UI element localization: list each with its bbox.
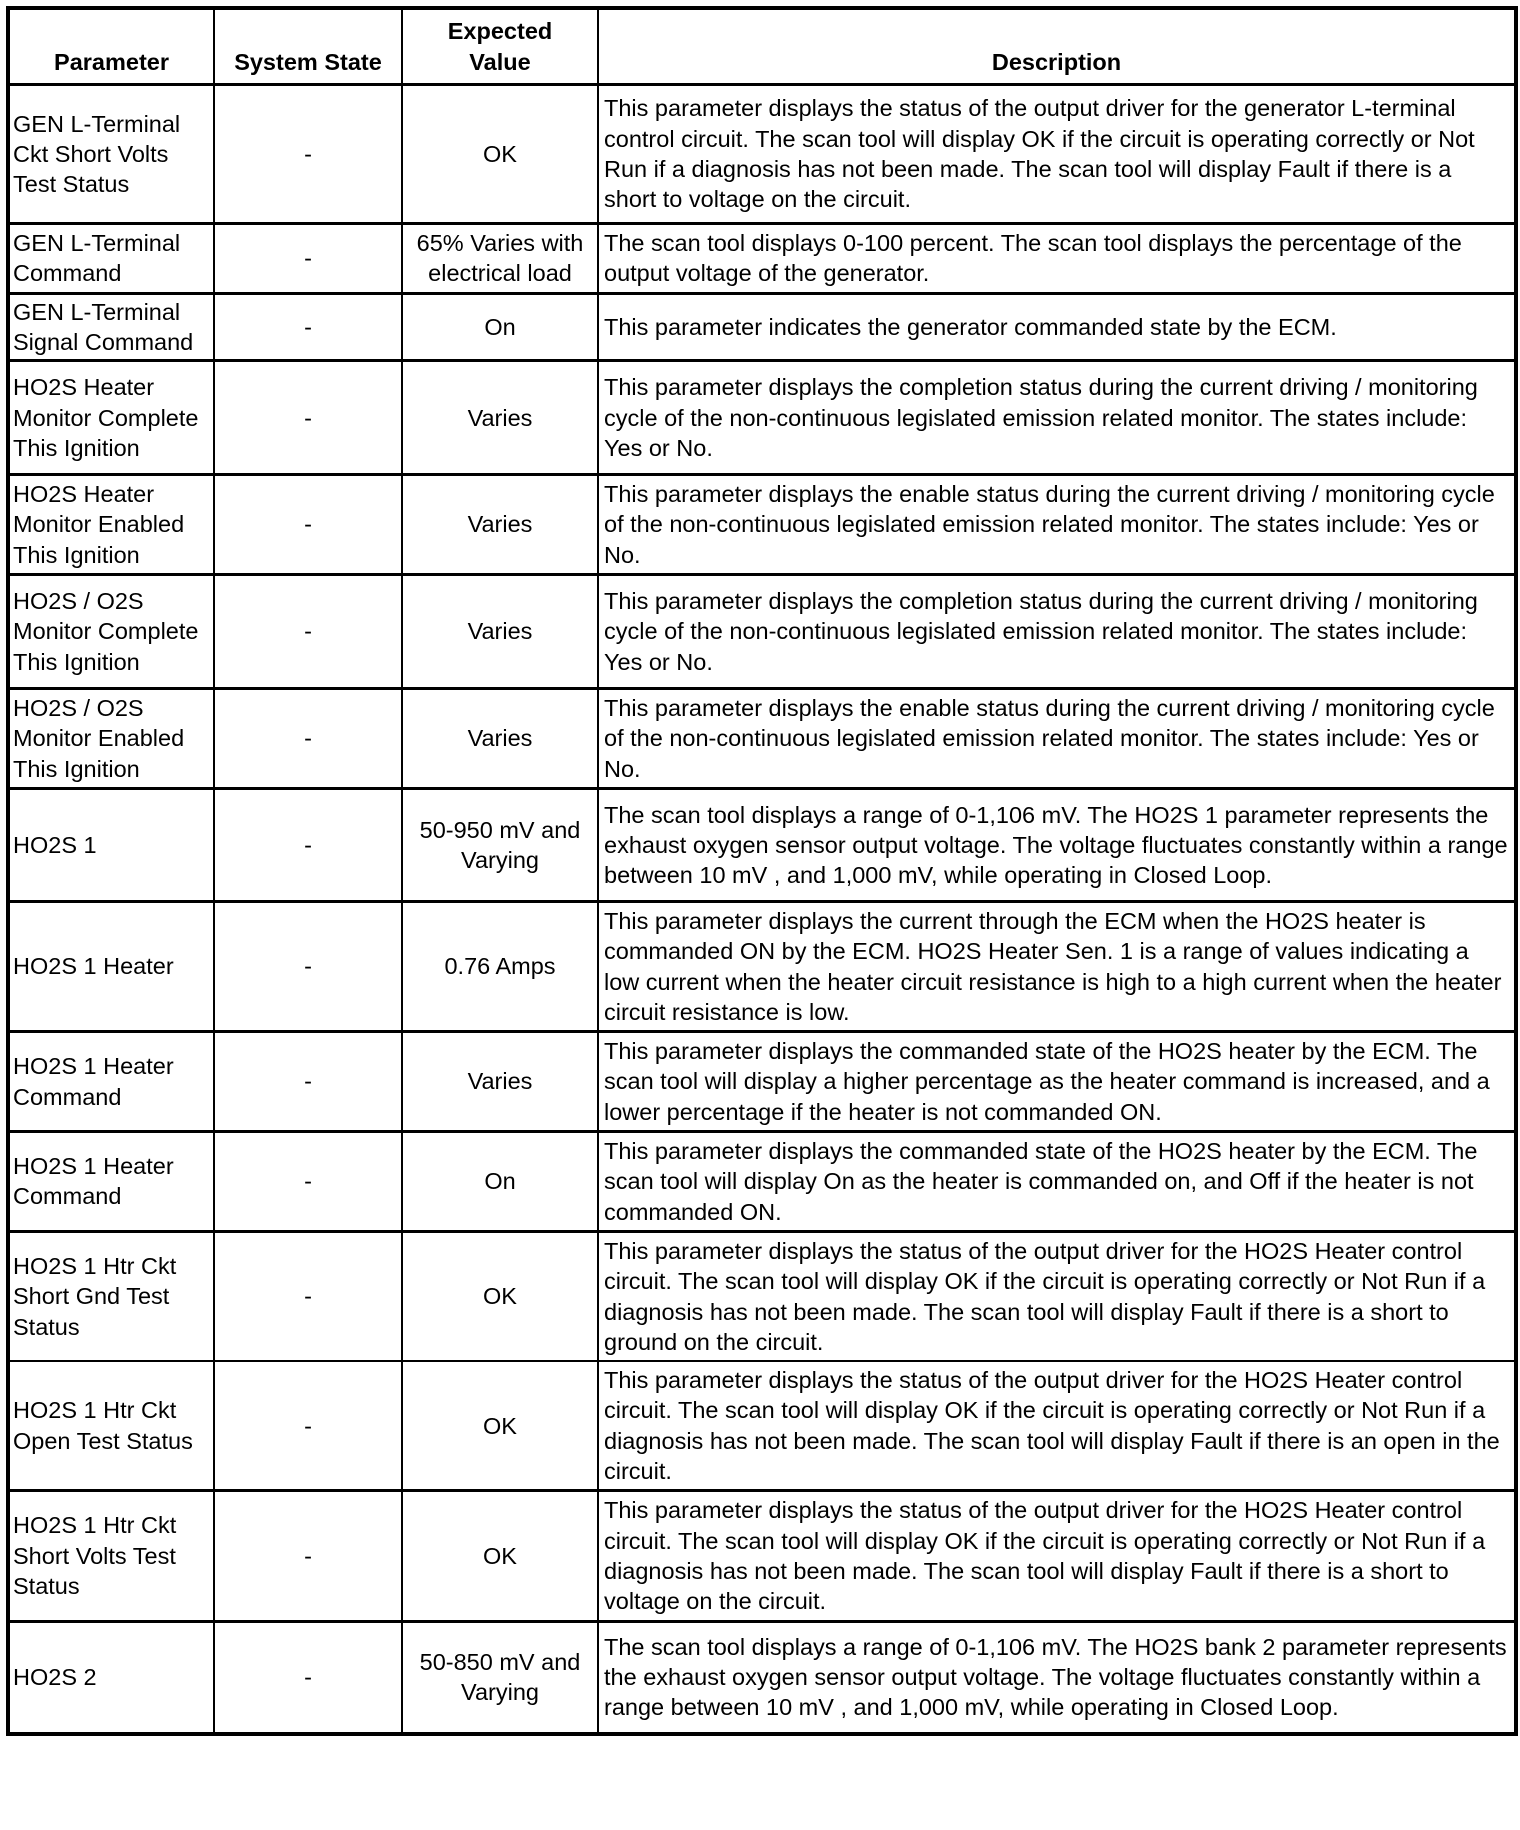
system-state-cell: - xyxy=(214,1491,402,1621)
table-body xyxy=(8,85,1516,1735)
description-cell: The scan tool displays a range of 0-1,106 mV. The HO2S 1 parameter represents the exhaust oxygen sensor output voltage. The voltage fluctuates constantly within a range between 10 mV , and 1,000 mV, while operating in Closed Loop. xyxy=(598,788,1516,901)
parameter-cell: HO2S 1 Heater Command xyxy=(8,1032,214,1132)
table-row-7 xyxy=(8,689,1516,789)
table-row-15 xyxy=(8,1621,1516,1734)
expected-value-cell: 50-850 mV and Varying xyxy=(402,1621,598,1734)
description-cell: This parameter displays the status of the output driver for the generator L-terminal control circuit. The scan tool will display OK if the circuit is operating correctly or Not Run if a diagnosis has not been made. The scan tool will display Fault if there is a short to voltage on the circuit. xyxy=(598,85,1516,224)
system-state-cell: - xyxy=(214,1132,402,1232)
expected-value-cell: Varies xyxy=(402,689,598,789)
expected-value-cell: Varies xyxy=(402,475,598,575)
system-state-cell: - xyxy=(214,575,402,689)
system-state-cell: - xyxy=(214,85,402,224)
system-state-cell: - xyxy=(214,361,402,475)
description-cell: This parameter displays the current through the ECM when the HO2S heater is commanded ON by the ECM. HO2S Heater Sen. 1 is a range of values indicating a low current when the heater circuit resistance is high to a high current when the heater circuit resistance is low. xyxy=(598,901,1516,1031)
parameter-cell: HO2S 1 Htr Ckt Open Test Status xyxy=(8,1361,214,1491)
header-row xyxy=(8,8,1516,85)
expected-value-cell: On xyxy=(402,293,598,361)
system-state-cell: - xyxy=(214,1621,402,1734)
system-state-cell: - xyxy=(214,224,402,294)
description-cell: This parameter displays the completion status during the current driving / monitoring cycle of the non-continuous legislated emission related monitor. The states include: Yes or No. xyxy=(598,361,1516,475)
parameter-cell: GEN L-Terminal Signal Command xyxy=(8,293,214,361)
table-header xyxy=(8,8,1516,85)
system-state-cell: - xyxy=(214,901,402,1031)
description-cell: This parameter displays the status of the output driver for the HO2S Heater control circuit. The scan tool will display OK if the circuit is operating correctly or Not Run if a diagnosis has not been made. The scan tool will display Fault if there is a short to ground on the circuit. xyxy=(598,1231,1516,1361)
system-state-cell: - xyxy=(214,1231,402,1361)
expected-value-cell: OK xyxy=(402,1361,598,1491)
system-state-cell: - xyxy=(214,475,402,575)
parameter-cell: HO2S / O2S Monitor Enabled This Ignition xyxy=(8,689,214,789)
expected-value-cell: 65% Varies with electrical load xyxy=(402,224,598,294)
system-state-cell: - xyxy=(214,1361,402,1491)
description-cell: This parameter displays the commanded state of the HO2S heater by the ECM. The scan tool will display On as the heater is commanded on, and Off if the heater is not commanded ON. xyxy=(598,1132,1516,1232)
expected-value-cell: 0.76 Amps xyxy=(402,901,598,1031)
parameter-cell: HO2S 1 Htr Ckt Short Gnd Test Status xyxy=(8,1231,214,1361)
parameter-cell: HO2S 1 Heater Command xyxy=(8,1132,214,1232)
expected-value-cell: On xyxy=(402,1132,598,1232)
table-row-1 xyxy=(8,85,1516,224)
table-row-3 xyxy=(8,293,1516,361)
expected-value-cell: OK xyxy=(402,1491,598,1621)
parameter-cell: GEN L-Terminal Ckt Short Volts Test Status xyxy=(8,85,214,224)
header-description: Description xyxy=(598,8,1516,85)
table-row-2 xyxy=(8,224,1516,294)
parameter-cell: HO2S Heater Monitor Complete This Ignition xyxy=(8,361,214,475)
expected-value-cell: Varies xyxy=(402,575,598,689)
system-state-cell: - xyxy=(214,293,402,361)
table-row-12 xyxy=(8,1231,1516,1361)
header-parameter: Parameter xyxy=(8,8,214,85)
system-state-cell: - xyxy=(214,1032,402,1132)
parameter-cell: HO2S 1 Htr Ckt Short Volts Test Status xyxy=(8,1491,214,1621)
header-system-state: System State xyxy=(214,8,402,85)
description-cell: The scan tool displays 0-100 percent. The scan tool displays the percentage of the output voltage of the generator. xyxy=(598,224,1516,294)
description-cell: The scan tool displays a range of 0-1,106 mV. The HO2S bank 2 parameter represents the exhaust oxygen sensor output voltage. The voltage fluctuates constantly within a range between 10 mV , and 1,000 mV, while operating in Closed Loop. xyxy=(598,1621,1516,1734)
description-cell: This parameter displays the status of the output driver for the HO2S Heater control circuit. The scan tool will display OK if the circuit is operating correctly or Not Run if a diagnosis has not been made. The scan tool will display Fault if there is a short to voltage on the circuit. xyxy=(598,1491,1516,1621)
table-row-5 xyxy=(8,475,1516,575)
parameter-cell: HO2S Heater Monitor Enabled This Ignition xyxy=(8,475,214,575)
header-expected-value: Expected Value xyxy=(402,8,598,85)
description-cell: This parameter displays the status of the output driver for the HO2S Heater control circuit. The scan tool will display OK if the circuit is operating correctly or Not Run if a diagnosis has not been made. The scan tool will display Fault if there is an open in the circuit. xyxy=(598,1361,1516,1491)
table-row-11 xyxy=(8,1132,1516,1232)
description-cell: This parameter displays the commanded state of the HO2S heater by the ECM. The scan tool will display a higher percentage as the heater command is increased, and a lower percentage if the heater is not commanded ON. xyxy=(598,1032,1516,1132)
parameter-table-container xyxy=(6,6,1518,1736)
expected-value-cell: OK xyxy=(402,1231,598,1361)
parameter-cell: HO2S 1 Heater xyxy=(8,901,214,1031)
table-row-8 xyxy=(8,788,1516,901)
parameter-cell: GEN L-Terminal Command xyxy=(8,224,214,294)
parameter-cell: HO2S 1 xyxy=(8,788,214,901)
system-state-cell: - xyxy=(214,788,402,901)
description-cell: This parameter displays the enable status during the current driving / monitoring cycle of the non-continuous legislated emission related monitor. The states include: Yes or No. xyxy=(598,475,1516,575)
table-row-9 xyxy=(8,901,1516,1031)
expected-value-cell: 50-950 mV and Varying xyxy=(402,788,598,901)
system-state-cell: - xyxy=(214,689,402,789)
table-row-6 xyxy=(8,575,1516,689)
table-row-14 xyxy=(8,1491,1516,1621)
description-cell: This parameter indicates the generator commanded state by the ECM. xyxy=(598,293,1516,361)
table-row-13 xyxy=(8,1361,1516,1491)
parameter-cell: HO2S / O2S Monitor Complete This Ignition xyxy=(8,575,214,689)
table-row-10 xyxy=(8,1032,1516,1132)
expected-value-cell: OK xyxy=(402,85,598,224)
description-cell: This parameter displays the completion status during the current driving / monitoring cycle of the non-continuous legislated emission related monitor. The states include: Yes or No. xyxy=(598,575,1516,689)
scan-tool-parameter-table xyxy=(6,6,1518,1736)
expected-value-cell: Varies xyxy=(402,1032,598,1132)
description-cell: This parameter displays the enable status during the current driving / monitoring cycle of the non-continuous legislated emission related monitor. The states include: Yes or No. xyxy=(598,689,1516,789)
parameter-cell: HO2S 2 xyxy=(8,1621,214,1734)
expected-value-cell: Varies xyxy=(402,361,598,475)
table-row-4 xyxy=(8,361,1516,475)
